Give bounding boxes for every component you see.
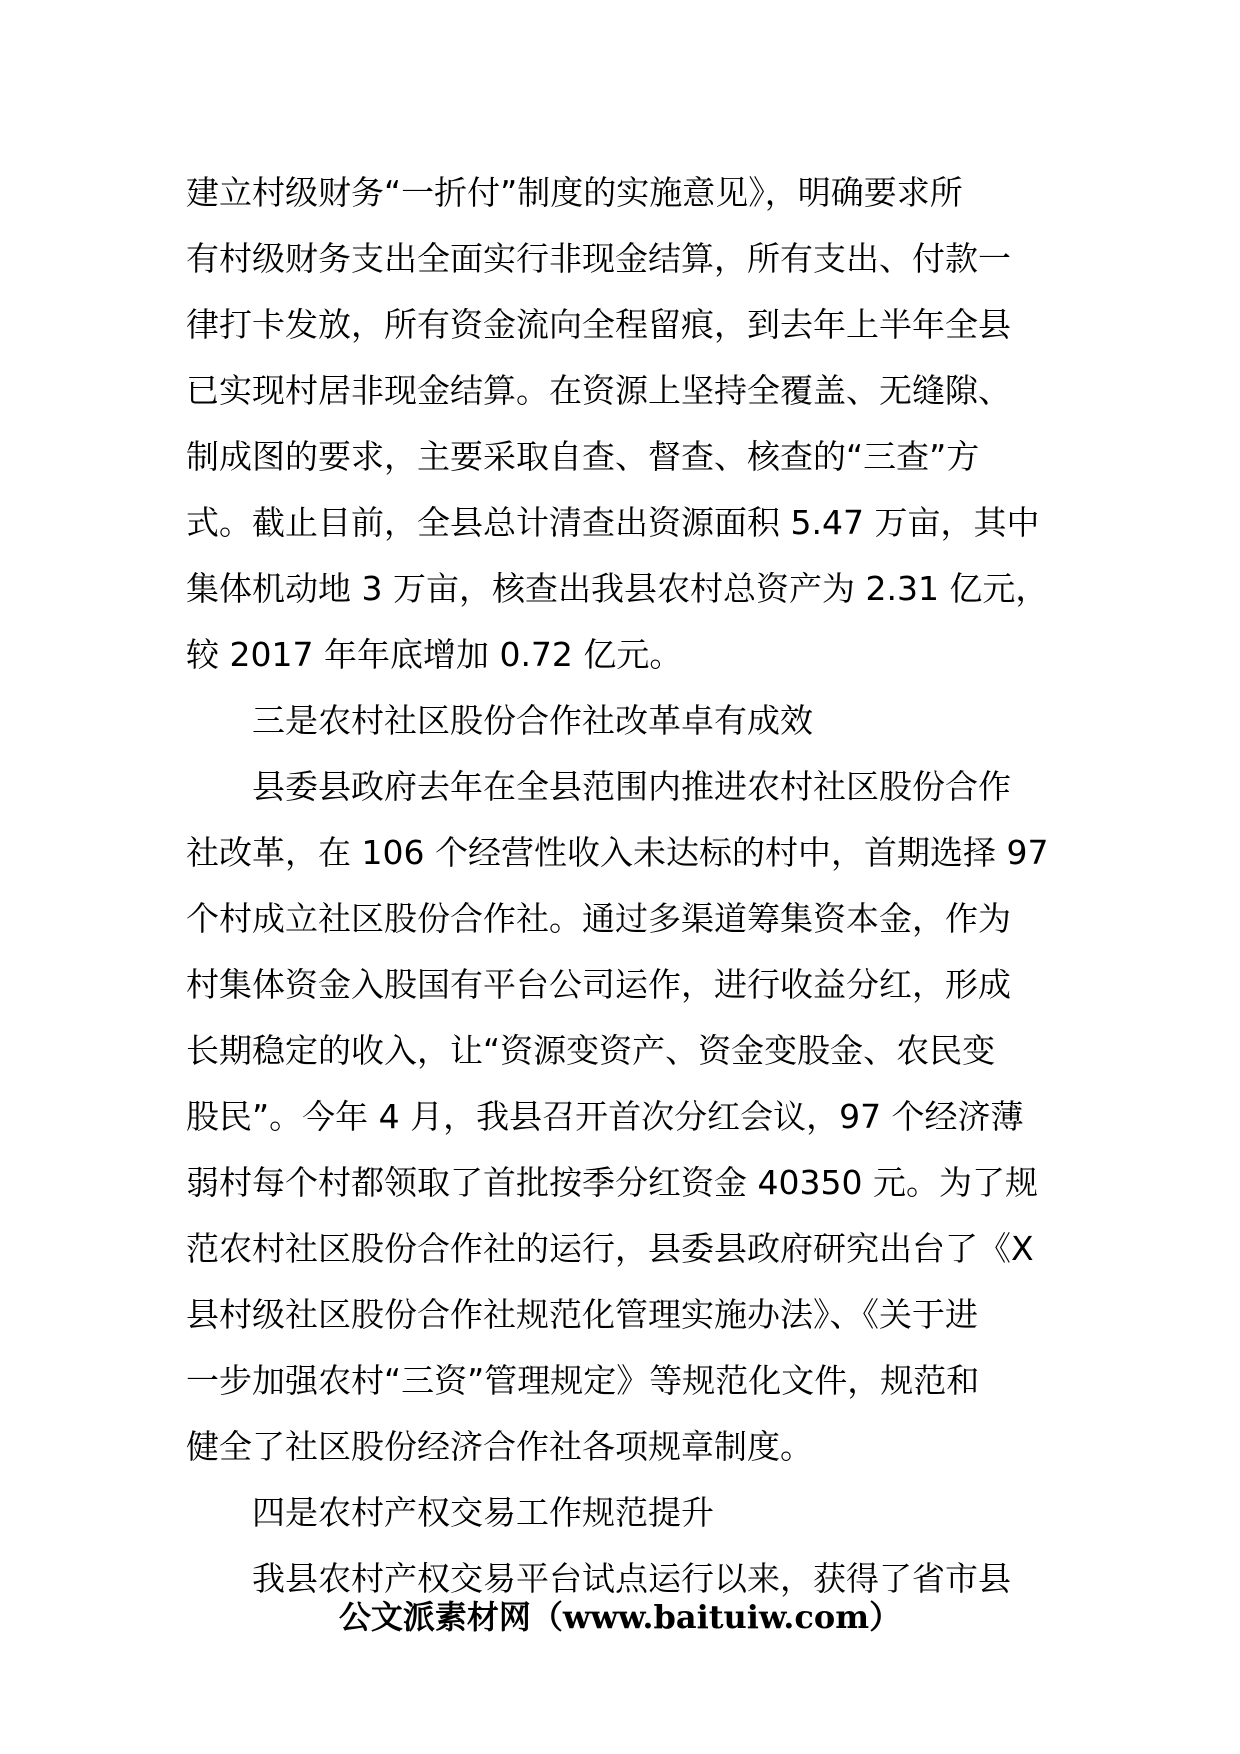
text-line: 律打卡发放，所有资金流向全程留痕，到去年上半年全县 — [186, 305, 1011, 344]
text-line: 县村级社区股份合作社规范化管理实施办法》、《关于进 — [186, 1295, 978, 1334]
text-line: 制成图的要求，主要采取自查、督查、核查的“三查”方 — [186, 437, 980, 476]
text-line: 集体机动地 3 万亩，核查出我县农村总资产为 2.31 亿元， — [186, 569, 1049, 608]
text-line: 范农村社区股份合作社的运行，县委县政府研究出台了《X — [186, 1229, 1034, 1268]
text-line: 较 2017 年年底增加 0.72 亿元。 — [186, 635, 683, 674]
text-line: 建立村级财务“一折付”制度的实施意见》，明确要求所 — [186, 173, 963, 212]
text-line: 社改革，在 106 个经营性收入未达标的村中，首期选择 97 — [186, 833, 1049, 872]
text-line: 健全了社区股份经济合作社各项规章制度。 — [186, 1427, 813, 1466]
text-line: 已实现村居非现金结算。在资源上坚持全覆盖、无缝隙、 — [186, 371, 1011, 410]
section-heading: 四是农村产权交易工作规范提升 — [252, 1493, 714, 1532]
text-line: 有村级财务支出全面实行非现金结算，所有支出、付款一 — [186, 239, 1011, 278]
text-line: 股民”。今年 4 月，我县召开首次分红会议，97 个经济薄 — [186, 1097, 1024, 1136]
text-line: 个村成立社区股份合作社。通过多渠道筹集资本金，作为 — [186, 899, 1011, 938]
paragraph-first-line: 我县农村产权交易平台试点运行以来，获得了省市县 — [252, 1559, 1011, 1598]
body-text — [186, 160, 1056, 1612]
text-line: 一步加强农村“三资”管理规定》等规范化文件，规范和 — [186, 1361, 980, 1400]
text-line: 式。截止目前，全县总计清查出资源面积 5.47 万亩，其中 — [186, 503, 1040, 542]
text-line: 弱村每个村都领取了首批按季分红资金 40350 元。为了规 — [186, 1163, 1038, 1202]
paragraph-first-line: 县委县政府去年在全县范围内推进农村社区股份合作 — [252, 767, 1011, 806]
text-line: 长期稳定的收入，让“资源变资产、资金变股金、农民变 — [186, 1031, 996, 1070]
text-line: 村集体资金入股国有平台公司运作，进行收益分红，形成 — [186, 965, 1011, 1004]
page-footer-watermark: 公文派素材网（www.baituiw.com） — [338, 1598, 902, 1636]
section-heading: 三是农村社区股份合作社改革卓有成效 — [252, 701, 813, 740]
